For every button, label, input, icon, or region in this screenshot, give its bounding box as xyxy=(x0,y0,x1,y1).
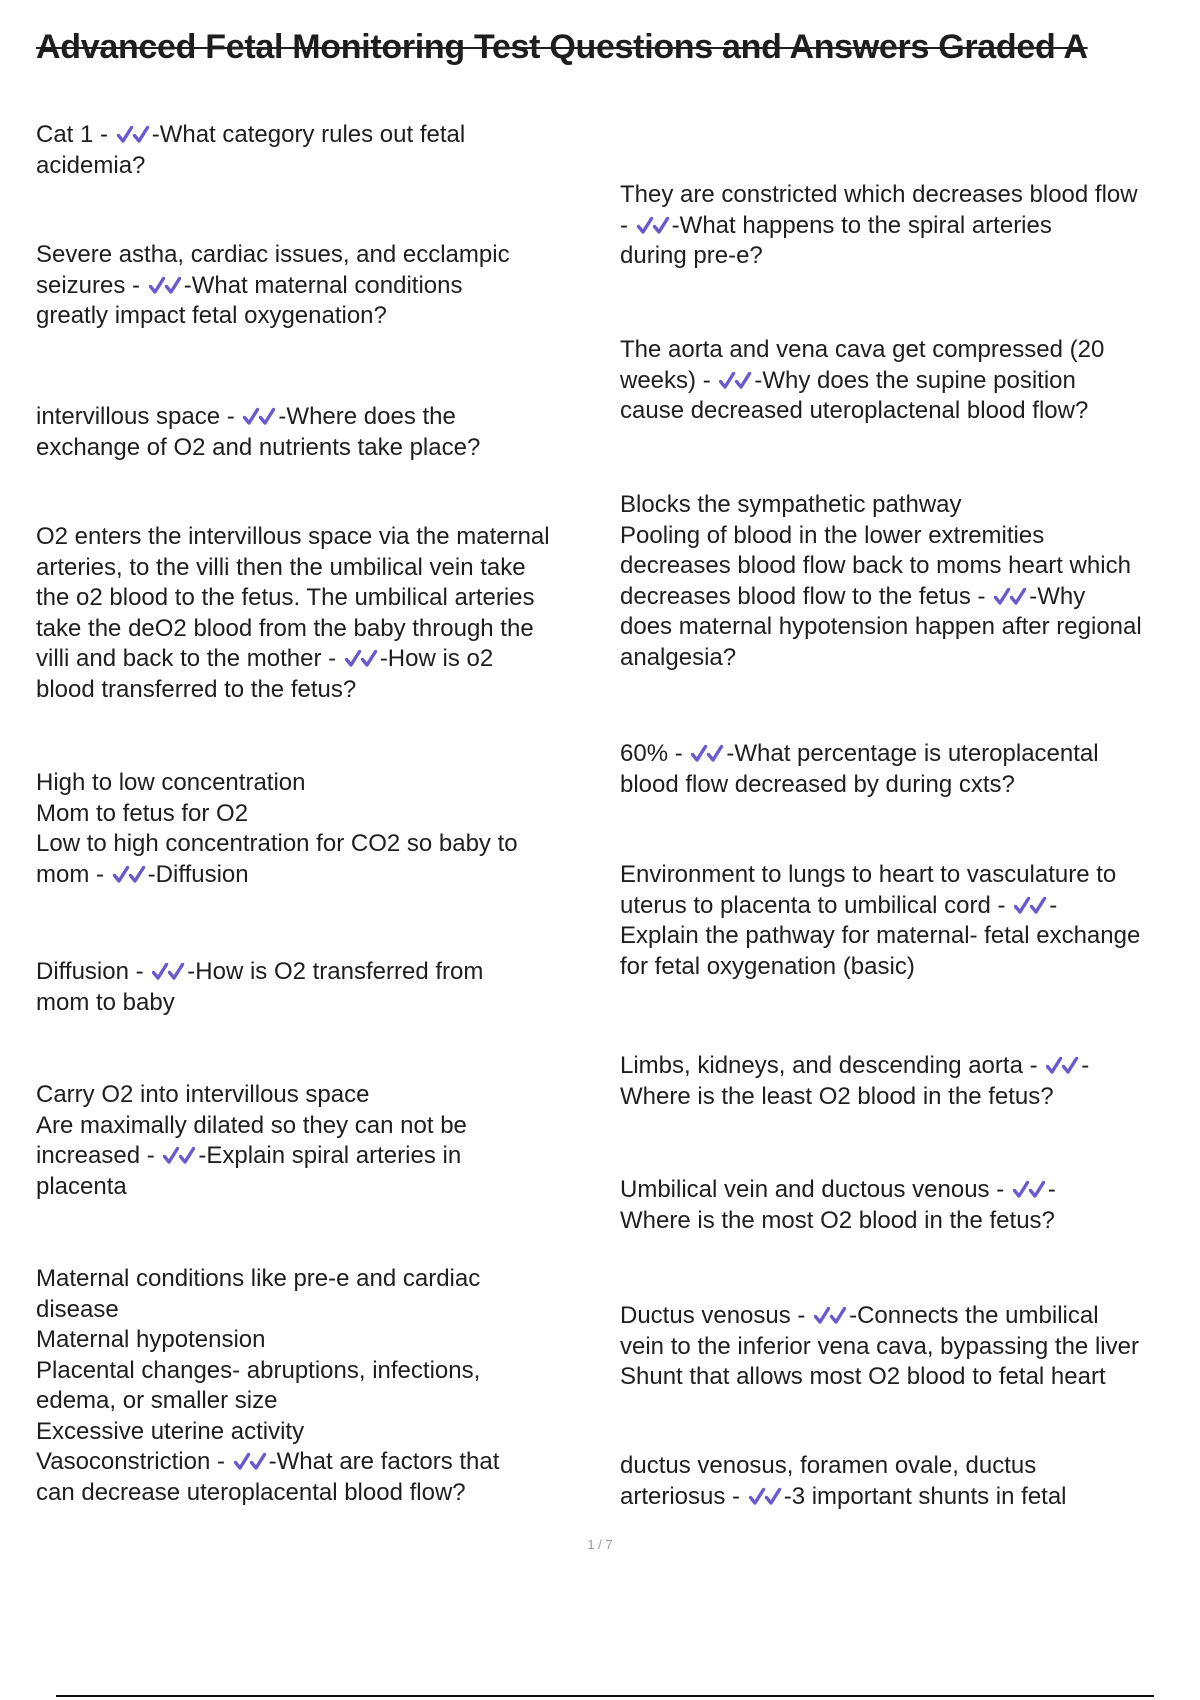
qa-text: -What category rules out fetal xyxy=(151,121,466,148)
qa-line xyxy=(36,120,598,151)
qa-line: the o2 blood to the fetus. The umbilical arteries xyxy=(36,584,535,611)
qa-card-pathway xyxy=(620,860,1192,982)
qa-text: -Diffusion xyxy=(147,860,249,888)
qa-text: Diffusion - xyxy=(36,958,151,985)
qa-line xyxy=(620,366,1192,397)
qa-text: -What are factors that xyxy=(268,1448,500,1475)
qa-line: ductus venosus, foramen ovale, ductus xyxy=(620,1452,1037,1479)
qa-line xyxy=(620,1482,1192,1513)
double-check-icon xyxy=(749,1485,782,1507)
qa-text: Ductus venosus - xyxy=(620,1302,813,1329)
qa-card-intervillous xyxy=(36,402,598,463)
qa-line xyxy=(36,1447,598,1478)
qa-line: greatly impact fetal oxygenation? xyxy=(36,302,387,329)
qa-card-supine xyxy=(620,335,1192,427)
qa-text: -What percentage is uteroplacental xyxy=(726,740,1099,767)
qa-line xyxy=(36,644,598,675)
qa-line: disease xyxy=(36,1295,119,1323)
double-check-icon xyxy=(243,405,276,427)
qa-card-cxts xyxy=(620,739,1192,800)
qa-line: blood flow decreased by during cxts? xyxy=(620,770,1015,798)
qa-text: Vasoconstriction - xyxy=(36,1448,232,1475)
qa-text: -Explain spiral arteries in xyxy=(198,1142,462,1169)
qa-line: Pooling of blood in the lower extremities xyxy=(620,521,1045,549)
qa-text: -Why does the supine position xyxy=(754,366,1076,394)
qa-line: They are constricted which decreases blood flow xyxy=(620,181,1138,208)
qa-line xyxy=(620,1175,1192,1206)
qa-text: -How is o2 xyxy=(379,645,494,672)
qa-line: exchange of O2 and nutrients take place? xyxy=(36,433,481,461)
qa-line: for fetal oxygenation (basic) xyxy=(620,952,915,980)
qa-line xyxy=(620,582,1192,613)
qa-text: uterus to placenta to umbilical cord - xyxy=(620,891,1013,919)
qa-card-most-o2 xyxy=(620,1175,1192,1236)
double-check-icon xyxy=(149,274,182,296)
qa-line: Where is the most O2 blood in the fetus? xyxy=(620,1206,1055,1234)
qa-line: analgesia? xyxy=(620,643,737,671)
qa-card-spiral-arteries xyxy=(36,1080,598,1202)
qa-text: villi and back to the mother - xyxy=(36,645,343,672)
qa-line: mom to baby xyxy=(36,988,175,1016)
qa-text: mom - xyxy=(36,860,111,888)
qa-line: blood transferred to the fetus? xyxy=(36,675,357,703)
qa-card-ductus-venosus xyxy=(620,1301,1192,1393)
qa-text: -Connects the umbilical xyxy=(849,1302,1099,1329)
qa-text: 60% - xyxy=(620,740,690,767)
qa-text: increased - xyxy=(36,1142,162,1169)
double-check-icon xyxy=(113,863,146,885)
qa-card-shunts xyxy=(620,1451,1192,1512)
double-check-icon xyxy=(1046,1054,1079,1076)
qa-card-maternal-conditions xyxy=(36,240,598,332)
qa-line xyxy=(36,1141,598,1172)
qa-line: Blocks the sympathetic pathway xyxy=(620,491,962,518)
qa-text: Umbilical vein and ductous venous - xyxy=(620,1176,1011,1203)
qa-text: Limbs, kidneys, and descending aorta - xyxy=(620,1052,1045,1079)
qa-line: acidemia? xyxy=(36,151,146,179)
qa-card-diffusion xyxy=(36,957,598,1018)
qa-line: Mom to fetus for O2 xyxy=(36,799,249,827)
double-check-icon xyxy=(152,960,185,982)
qa-line: Environment to lungs to heart to vasculature to xyxy=(620,861,1117,888)
double-check-icon xyxy=(814,1304,847,1326)
qa-line xyxy=(620,1051,1192,1082)
qa-card-cat1 xyxy=(36,120,598,181)
double-check-icon xyxy=(345,647,378,669)
qa-line xyxy=(620,1301,1192,1332)
double-check-icon xyxy=(1014,894,1047,916)
qa-text: - xyxy=(1081,1052,1090,1079)
qa-line xyxy=(36,860,598,891)
double-check-icon xyxy=(719,369,752,391)
double-check-icon xyxy=(1013,1178,1046,1200)
qa-text: - xyxy=(1047,1176,1056,1203)
qa-text: -Why xyxy=(1029,582,1086,610)
qa-line: Where is the least O2 blood in the fetus? xyxy=(620,1082,1054,1110)
qa-line: Severe astha, cardiac issues, and ecclampic xyxy=(36,241,510,268)
qa-line: High to low concentration xyxy=(36,769,306,796)
double-check-icon xyxy=(234,1450,267,1472)
double-check-icon xyxy=(163,1144,196,1166)
qa-line: Maternal hypotension xyxy=(36,1326,266,1353)
qa-line xyxy=(620,891,1192,922)
qa-line: during pre-e? xyxy=(620,242,763,269)
qa-line: vein to the inferior vena cava, bypassing the liver xyxy=(620,1332,1139,1360)
qa-card-o2-transfer xyxy=(36,522,598,705)
qa-text: weeks) - xyxy=(620,366,718,394)
qa-text: intervillous space - xyxy=(36,403,242,430)
qa-text: - xyxy=(1049,891,1058,919)
qa-card-diffusion-description xyxy=(36,768,598,890)
qa-line: cause decreased uteroplactenal blood flow? xyxy=(620,397,1089,424)
qa-line: Placental changes- abruptions, infections, xyxy=(36,1356,481,1384)
qa-line xyxy=(36,271,598,302)
qa-text: -What happens to the spiral arteries xyxy=(671,211,1052,239)
qa-line xyxy=(36,957,598,988)
qa-line: can decrease uteroplacental blood flow? xyxy=(36,1478,466,1506)
qa-line: Carry O2 into intervillous space xyxy=(36,1081,370,1108)
qa-line: decreases blood flow back to moms heart which xyxy=(620,552,1131,579)
qa-card-factors xyxy=(36,1264,598,1508)
qa-text: -What maternal conditions xyxy=(183,271,463,299)
double-check-icon xyxy=(637,214,670,236)
qa-line xyxy=(36,402,598,433)
qa-text: Cat 1 - xyxy=(36,121,115,148)
qa-line: placenta xyxy=(36,1172,127,1200)
qa-line: Low to high concentration for CO2 so baby to xyxy=(36,830,518,857)
double-check-icon xyxy=(117,123,150,145)
qa-text: -Where does the xyxy=(278,403,456,430)
qa-card-hypotension xyxy=(620,490,1192,673)
qa-text: seizures - xyxy=(36,271,147,299)
qa-line: edema, or smaller size xyxy=(36,1387,278,1414)
qa-line: Are maximally dilated so they can not be xyxy=(36,1111,467,1139)
document-title: Advanced Fetal Monitoring Test Questions and Answers Graded A xyxy=(36,28,1088,66)
qa-line xyxy=(620,739,1192,770)
qa-line: O2 enters the intervillous space via the maternal xyxy=(36,523,550,550)
qa-line: does maternal hypotension happen after regional xyxy=(620,613,1142,640)
qa-line: Maternal conditions like pre-e and cardiac xyxy=(36,1265,481,1292)
qa-card-pre-e xyxy=(620,180,1192,272)
qa-line: Shunt that allows most O2 blood to fetal heart xyxy=(620,1363,1106,1390)
qa-text: -3 important shunts in fetal xyxy=(783,1482,1067,1510)
qa-line: The aorta and vena cava get compressed (20 xyxy=(620,336,1105,363)
double-check-icon xyxy=(994,585,1027,607)
page-number: 1 / 7 xyxy=(587,1537,613,1552)
qa-line: Excessive uterine activity xyxy=(36,1417,305,1445)
qa-line: arteries, to the villi then the umbilical vein take xyxy=(36,553,526,581)
qa-text: decreases blood flow to the fetus - xyxy=(620,582,993,610)
footer-divider xyxy=(56,1695,1154,1697)
double-check-icon xyxy=(691,742,724,764)
qa-line xyxy=(620,211,1192,242)
qa-line: take the deO2 blood from the baby through the xyxy=(36,614,534,642)
qa-text: -How is O2 transferred from xyxy=(187,958,484,985)
qa-text: arteriosus - xyxy=(620,1482,747,1510)
qa-card-least-o2 xyxy=(620,1051,1192,1112)
qa-text: - xyxy=(620,211,635,239)
qa-line: Explain the pathway for maternal- fetal exchange xyxy=(620,922,1141,949)
